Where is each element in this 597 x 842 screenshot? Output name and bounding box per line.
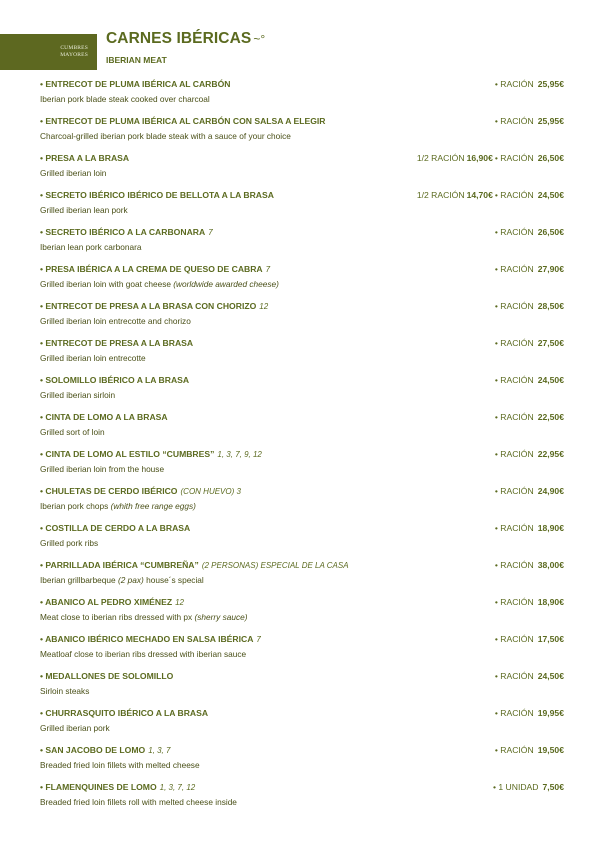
portion-label: • RACIÓN: [494, 79, 534, 89]
menu-item-header: [40, 152, 564, 165]
portion-label: • RACIÓN: [494, 301, 534, 311]
menu-item: [40, 485, 564, 522]
portion-price: 17,50€: [537, 634, 564, 644]
menu-item-header: [40, 300, 564, 313]
portion-price: 38,00€: [537, 560, 564, 570]
portion-label: • RACIÓN: [494, 486, 534, 496]
menu-item: [40, 226, 564, 263]
dish-description-text: Grilled iberian lean pork: [40, 205, 128, 215]
dish-name: • SOLOMILLO IBÉRICO A LA BRASA: [40, 375, 190, 385]
dish-description: [40, 426, 105, 438]
dish-name: • CHULETAS DE CERDO IBÉRICO: [40, 486, 178, 496]
portion-price: 19,50€: [537, 745, 564, 755]
dish-description: [40, 796, 237, 808]
dish-description-text: Grilled iberian loin entrecotte and chorizo: [40, 316, 191, 326]
dish-description-note: (2 pax): [117, 575, 144, 585]
dish-name: • ENTRECOT DE PLUMA IBÉRICA AL CARBÓN: [40, 79, 231, 89]
dish-description-text: Grilled iberian loin with goat cheese: [40, 279, 171, 289]
dish-name: • ENTRECOT DE PRESA A LA BRASA CON CHORIZO: [40, 301, 257, 311]
portion-label: • RACIÓN: [494, 597, 534, 607]
dish-name: • SECRETO IBÉRICO A LA CARBONARA: [40, 227, 206, 237]
logo-line-2: MAYORES: [60, 52, 88, 58]
portion-label: • RACIÓN: [494, 412, 534, 422]
menu-item-header: [40, 263, 564, 276]
dish-name: • PARRILLADA IBÉRICA “CUMBREÑA”: [40, 560, 199, 570]
dish-description-text: Meatloaf close to iberian ribs dressed with iberian sauce: [40, 649, 247, 659]
dish-description-text: Breaded fried loin fillets with melted cheese: [40, 760, 200, 770]
dish-description-note: (whith free range eggs): [110, 501, 196, 511]
menu-item: [40, 263, 564, 300]
portion-price: 22,95€: [537, 449, 564, 459]
portion-price: 24,50€: [537, 190, 564, 200]
dish-description-note: (worldwide awarded cheese): [173, 279, 279, 289]
price-block: [417, 152, 564, 165]
menu-item-header: [40, 374, 564, 387]
dish-description: [40, 204, 128, 216]
price-block: [493, 670, 564, 683]
portion-price: 25,95€: [537, 79, 564, 89]
half-portion-label: 1/2 RACIÓN: [416, 190, 465, 200]
price-block: [493, 411, 564, 424]
dish-description: [40, 648, 246, 660]
dish-description-text: Grilled iberian loin from the house: [40, 464, 165, 474]
dish-description-text: Iberian grillbarbeque: [40, 575, 116, 585]
dish-name: • ABANICO AL PEDRO XIMÉNEZ: [40, 597, 173, 607]
menu-item-header: [40, 337, 564, 350]
portion-label: • RACIÓN: [494, 153, 534, 163]
price-block: [491, 781, 564, 794]
dish-note: 7: [208, 228, 213, 237]
dish-description-suffix: house´s special: [146, 575, 204, 585]
dish-description-text: Iberian pork chops: [40, 501, 109, 511]
dish-description-text: Grilled iberian loin: [40, 168, 107, 178]
dish-note: 7: [265, 265, 271, 274]
dish-name: • SECRETO IBÉRICO IBÉRICO DE BELLOTA A LA BRASA: [40, 190, 274, 200]
portion-label: • RACIÓN: [494, 375, 534, 385]
restaurant-logo: [0, 34, 97, 70]
dish-description-text: Breaded fried loin fillets roll with melted cheese inside: [40, 797, 237, 807]
menu-item-header: [40, 596, 564, 609]
section-title: [106, 30, 265, 48]
portion-price: 19,95€: [537, 708, 564, 718]
price-block: [417, 189, 564, 202]
portion-price: 27,50€: [537, 338, 564, 348]
section-title-text: CARNES IBÉRICAS: [106, 30, 252, 47]
menu-item: [40, 189, 564, 226]
menu-item: [40, 374, 564, 411]
portion-label: • 1 UNIDAD: [492, 782, 539, 792]
menu-item-header: [40, 115, 564, 128]
dish-note: (CON HUEVO) 3: [180, 487, 241, 496]
menu-item-header: [40, 744, 564, 757]
dish-description: [40, 611, 248, 623]
dish-name: • COSTILLA DE CERDO A LA BRASA: [40, 523, 191, 533]
portion-label: • RACIÓN: [494, 264, 534, 274]
dish-description: [40, 315, 191, 327]
portion-price: 26,50€: [537, 153, 564, 163]
dish-description-text: Iberian lean pork carbonara: [40, 242, 142, 252]
menu-item-header: [40, 78, 564, 91]
dish-name: • CINTA DE LOMO AL ESTILO “CUMBRES”: [40, 449, 215, 459]
menu-item-header: [40, 189, 564, 202]
portion-price: 18,90€: [537, 597, 564, 607]
menu-item: [40, 781, 564, 818]
portion-price: 22,50€: [537, 412, 564, 422]
dish-name: • CINTA DE LOMO A LA BRASA: [40, 412, 168, 422]
portion-label: • RACIÓN: [494, 634, 534, 644]
dish-note: 1, 3, 7: [148, 746, 171, 755]
price-block: [493, 485, 564, 498]
dish-name: • CHURRASQUITO IBÉRICO A LA BRASA: [40, 708, 209, 718]
portion-label: • RACIÓN: [494, 190, 534, 200]
price-block: [493, 300, 564, 313]
price-block: [493, 633, 564, 646]
menu-item: [40, 448, 564, 485]
portion-label: • RACIÓN: [494, 116, 534, 126]
dish-description: [40, 574, 204, 586]
dish-name: • FLAMENQUINES DE LOMO: [40, 782, 157, 792]
menu-item-header: [40, 448, 564, 461]
dish-name: • PRESA A LA BRASA: [40, 153, 130, 163]
price-block: [493, 448, 564, 461]
dish-name: • PRESA IBÉRICA A LA CREMA DE QUESO DE CABRA: [40, 264, 263, 274]
menu-item: [40, 78, 564, 115]
portion-label: • RACIÓN: [494, 338, 534, 348]
portion-price: 27,90€: [537, 264, 564, 274]
half-portion: [417, 153, 493, 163]
portion-label: • RACIÓN: [494, 745, 534, 755]
portion-price: 28,50€: [537, 301, 564, 311]
portion-label: • RACIÓN: [494, 227, 534, 237]
price-block: [493, 596, 564, 609]
portion-label: • RACIÓN: [494, 671, 534, 681]
dish-note: 7: [256, 635, 261, 644]
menu-item: [40, 559, 564, 596]
dish-name: • ENTRECOT DE PRESA A LA BRASA: [40, 338, 194, 348]
portion-price: 24,50€: [537, 671, 564, 681]
price-block: [493, 78, 564, 91]
section-subtitle: IBERIAN MEAT: [106, 55, 167, 65]
portion-price: 26,50€: [537, 227, 564, 237]
menu-item: [40, 411, 564, 448]
dish-description-text: Grilled iberian loin entrecotte: [40, 353, 146, 363]
menu-item: [40, 337, 564, 374]
menu-item: [40, 152, 564, 189]
half-portion-price: 16,90€: [466, 153, 493, 163]
menu-item-header: [40, 522, 564, 535]
dish-description-text: Iberian pork blade steak cooked over charcoal: [40, 94, 210, 104]
dish-description: [40, 278, 279, 290]
menu-item-header: [40, 485, 564, 498]
portion-price: 24,50€: [537, 375, 564, 385]
dish-description: [40, 722, 110, 734]
dish-description: [40, 93, 210, 105]
dish-name: • ABANICO IBÉRICO MECHADO EN SALSA IBÉRICA: [40, 634, 254, 644]
dish-description: [40, 130, 291, 142]
dish-description-text: Grilled iberian sirloin: [40, 390, 116, 400]
menu-item-header: [40, 411, 564, 424]
portion-label: • RACIÓN: [494, 523, 534, 533]
menu-item: [40, 522, 564, 559]
portion-label: • RACIÓN: [494, 708, 534, 718]
dish-description-text: Sirloin steaks: [40, 686, 90, 696]
price-block: [493, 374, 564, 387]
dish-note: 12: [259, 302, 269, 311]
portion-label: • RACIÓN: [494, 560, 534, 570]
price-block: [493, 226, 564, 239]
menu-item: [40, 115, 564, 152]
dish-description: [40, 241, 141, 253]
menu-item-header: [40, 226, 564, 239]
dish-description: [40, 167, 106, 179]
menu-item: [40, 744, 564, 781]
portion-price: 24,90€: [537, 486, 564, 496]
price-block: [493, 744, 564, 757]
menu-item: [40, 300, 564, 337]
menu-item-header: [40, 781, 564, 794]
dish-description: [40, 500, 196, 512]
price-block: [493, 337, 564, 350]
dish-description: [40, 685, 89, 697]
dish-name: • SAN JACOBO DE LOMO: [40, 745, 146, 755]
half-portion-label: 1/2 RACIÓN: [416, 153, 465, 163]
menu-item-header: [40, 670, 564, 683]
dish-description: [40, 352, 146, 364]
price-block: [493, 115, 564, 128]
dish-name: • ENTRECOT DE PLUMA IBÉRICA AL CARBÓN CON SALSA A ELEGIR: [40, 116, 326, 126]
title-ornament: ~°: [253, 32, 266, 46]
dish-note: 12: [175, 598, 184, 607]
dish-description-text: Charcoal-grilled iberian pork blade steak with a sauce of your choice: [40, 131, 291, 141]
half-portion-price: 14,70€: [466, 190, 493, 200]
menu-item: [40, 670, 564, 707]
dish-description-text: Grilled sort of loin: [40, 427, 105, 437]
menu-item-header: [40, 707, 564, 720]
dish-note: 1, 3, 7, 9, 12: [217, 450, 262, 459]
menu-item: [40, 707, 564, 744]
menu-item: [40, 596, 564, 633]
dish-description: [40, 759, 200, 771]
menu-item-header: [40, 633, 564, 646]
dish-description: [40, 389, 115, 401]
portion-price: 18,90€: [537, 523, 564, 533]
dish-note: 1, 3, 7, 12: [159, 783, 196, 792]
dish-name: • MEDALLONES DE SOLOMILLO: [40, 671, 174, 681]
dish-description-text: Grilled iberian pork: [40, 723, 110, 733]
menu-list: [40, 78, 564, 818]
price-block: [493, 707, 564, 720]
portion-price: 25,95€: [537, 116, 564, 126]
dish-description-text: Grilled pork ribs: [40, 538, 99, 548]
dish-description: [40, 537, 98, 549]
portion-label: • RACIÓN: [494, 449, 534, 459]
dish-note: (2 PERSONAS) ESPECIAL DE LA CASA: [201, 561, 349, 570]
dish-description-text: Meat close to iberian ribs dressed with px: [40, 612, 193, 622]
portion-price: 7,50€: [542, 782, 564, 792]
price-block: [493, 263, 564, 276]
price-block: [493, 522, 564, 535]
price-block: [493, 559, 564, 572]
menu-item-header: [40, 559, 564, 572]
dish-description: [40, 463, 164, 475]
half-portion: [417, 190, 493, 200]
dish-description-note: (sherry sauce): [194, 612, 248, 622]
menu-item: [40, 633, 564, 670]
logo-line-1: CUMBRES: [60, 45, 88, 51]
